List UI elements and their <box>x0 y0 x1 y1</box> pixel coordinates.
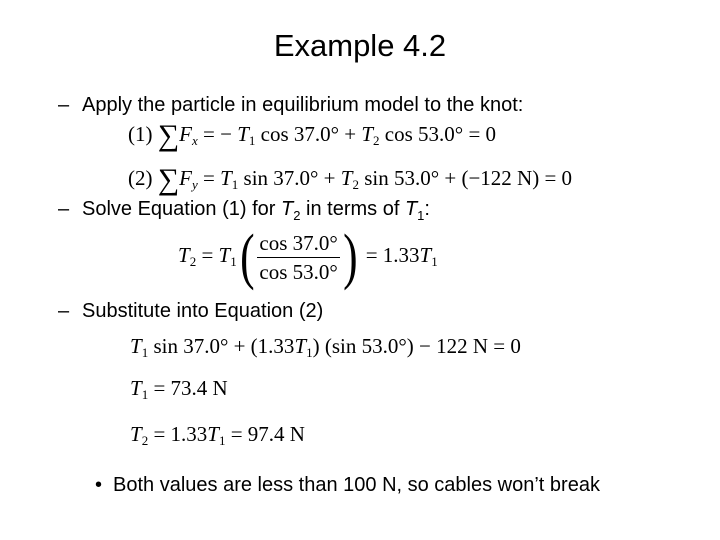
slide-title: Example 4.2 <box>273 28 447 63</box>
dash-marker: – <box>58 94 70 116</box>
bullet-substitute-text: Substitute into Equation (2) <box>82 300 324 322</box>
equation-1-label: (1) <box>128 122 153 146</box>
equation-2: (2) $\sum F_y = T_1$ $\sin 37.0^\circ + T_2$ sin 53.0° + (−122 N) = 0 <box>128 163 573 196</box>
bullet-apply-text: Apply the particle in equilibrium model to the knot: <box>82 94 524 116</box>
dash-marker: – <box>58 198 70 220</box>
note-text: Both values are less than 100 N, so cables won’t break <box>113 474 600 496</box>
equation-substitution: $T_1$ $\sin 37.0^\circ + (1.33T_1)$ (sin 53.0°) − 122 N = 0 <box>130 334 521 360</box>
fraction-denominator: cos 53.0° <box>259 259 338 284</box>
dot-marker: • <box>95 474 103 496</box>
equation-t2-fraction: $T_2 = T_1$( $\frac{\cos 37.0^\circ}{\cos 53.0^\circ}$ ) = $1.33T_1$ <box>178 223 438 291</box>
note-bullet <box>95 472 600 498</box>
equation-t2-result: $T_2 = 1.33T_1 = 97.4$ N <box>130 422 305 448</box>
equation-1: (1) $\sum F_x$ = − $T_1$ $\cos 37.0^\circ + T_2$ cos 53.0° = 0 <box>128 119 497 152</box>
equation-t1-result: $T_1 = 73.4$ N <box>130 376 228 402</box>
equation-2-label: (2) <box>128 166 153 190</box>
dash-marker: – <box>58 300 70 322</box>
fraction-numerator: cos 37.0° <box>257 230 339 258</box>
sigma-symbol: ∑ <box>157 119 180 152</box>
bullet-apply-model <box>58 92 523 118</box>
bullet-solve-equation: – Solve Equation (1) for $T_2$ in terms of $T_1$: <box>58 198 430 223</box>
sigma-symbol: ∑ <box>157 163 180 196</box>
bullet-substitute <box>58 298 323 324</box>
fraction <box>257 230 339 285</box>
